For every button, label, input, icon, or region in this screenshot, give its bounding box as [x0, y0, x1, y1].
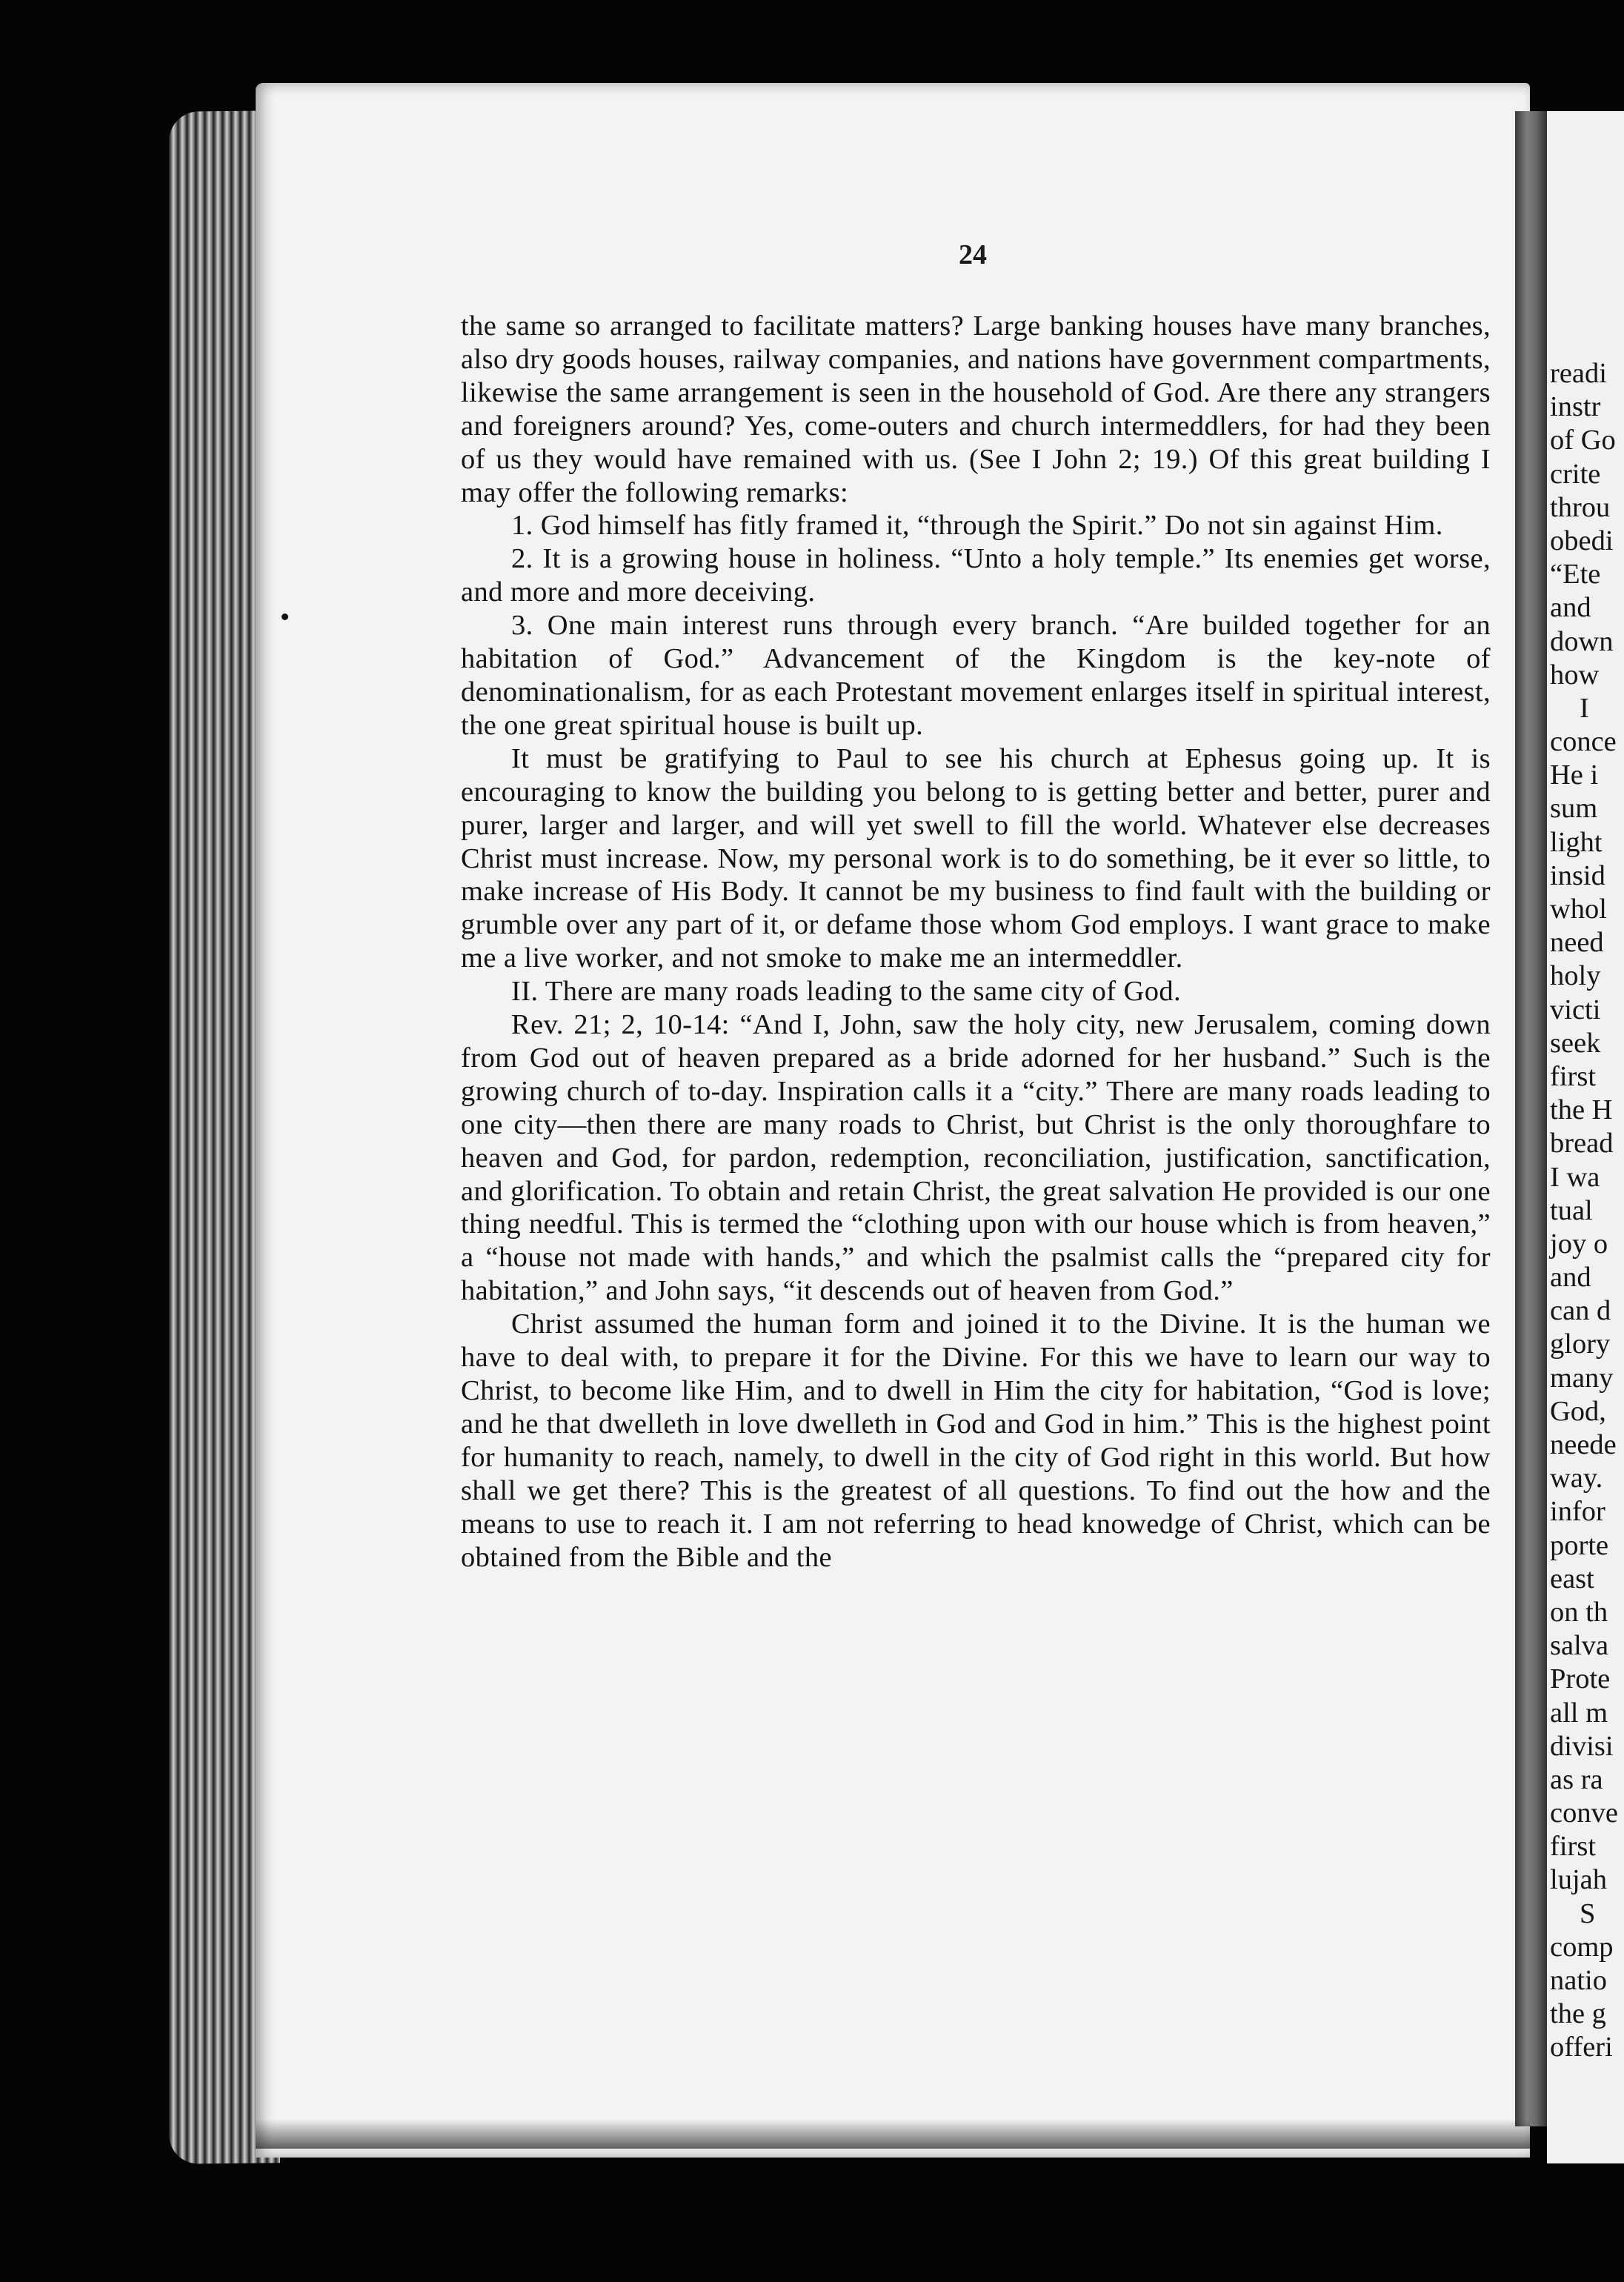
facing-line: instr [1550, 391, 1601, 423]
paragraph: the same so arranged to facilitate matters? Large banking houses have many branches, also dry goods houses, railway companies, and nations have government compartments, likewise the same arrangement is seen in the household of God. Are there any strangers and foreigners around? Yes, come-outers and church intermeddlers, for had they been of us they would have remained with us. (See I John 2; 19.) Of this great building I may offer the following remarks: [461, 310, 1491, 508]
facing-line: neede [1550, 1429, 1617, 1460]
facing-line: comp [1550, 1931, 1614, 1963]
facing-line: the H [1550, 1094, 1613, 1126]
facing-line: holy [1550, 960, 1601, 992]
facing-line: need [1550, 927, 1604, 959]
body-text [461, 310, 1491, 1574]
facing-line: whol [1550, 894, 1607, 925]
facing-line: lujah [1550, 1864, 1607, 1896]
facing-line: glory [1550, 1328, 1611, 1360]
ink-mark [282, 613, 288, 620]
page-number: 24 [959, 239, 987, 270]
facing-line: divisi [1550, 1730, 1614, 1762]
paragraph: It must be gratifying to Paul to see his church at Ephesus going up. It is encouraging to know the building you belong to is getting better and better, purer and purer, larger and larger, and will yet swell to fill the world. Whatever else decreases Christ must increase. Now, my personal work is to do something, be it ever so little, to make increase of His Body. It cannot be my business to find fault with the building or grumble over any part of it, or defame those whom God employs. I want grace to make me a live worker, and not smoke to make me an intermeddler. [461, 742, 1491, 974]
section-heading: II. There are many roads leading to the same city of God. [511, 976, 1182, 1008]
facing-line: throu [1550, 491, 1611, 523]
facing-line: insid [1550, 859, 1605, 891]
facing-line: joy o [1550, 1228, 1608, 1260]
facing-line: light [1550, 826, 1603, 858]
facing-line: seek [1550, 1027, 1601, 1059]
facing-line: as ra [1550, 1763, 1603, 1795]
paragraph: 1. God himself has fitly framed it, “through the Spirit.” Do not sin against Him. [511, 510, 1443, 542]
facing-line: down [1550, 625, 1614, 657]
facing-line: many [1550, 1362, 1614, 1394]
facing-line: and [1550, 592, 1591, 624]
facing-line: I [1580, 692, 1589, 724]
facing-line: way. [1550, 1463, 1603, 1494]
facing-line: victi [1550, 994, 1601, 1025]
facing-line: of Go [1550, 425, 1616, 456]
facing-line: crite [1550, 458, 1601, 490]
facing-line: offeri [1550, 2032, 1613, 2063]
book-gutter [1515, 111, 1548, 2126]
facing-line: the g [1550, 1998, 1606, 2030]
facing-line: all m [1550, 1697, 1608, 1729]
facing-line: tual [1550, 1194, 1593, 1226]
facing-line: salva [1550, 1630, 1609, 1662]
facing-page-text [1550, 357, 1618, 2065]
facing-line: infor [1550, 1496, 1605, 1528]
paragraph: Christ assumed the human form and joined it to the Divine. It is the human we have to deal with, to prepare it for the Divine. For this we have to learn our way to Christ, to become like Him, and to dwell in Him the city for habitation, “God is love; and he that dwelleth in love dwelleth in God and God in him.” This is the highest point for humanity to reach, namely, to dwell in the city of God right in this world. But how shall we get there? This is the greatest of all questions. To find out the how and the means to use to reach it. I am not referring to head knowedge of Christ, which can be obtained from the Bible and the [461, 1308, 1491, 1573]
facing-line: first [1550, 1060, 1597, 1092]
facing-line: how [1550, 659, 1600, 691]
page-bottom-shadow [256, 2119, 1530, 2149]
facing-line: Prote [1550, 1663, 1611, 1695]
facing-line: on th [1550, 1596, 1608, 1628]
facing-line: can d [1550, 1295, 1611, 1327]
paragraph: 3. One main interest runs through every branch. “Are builded together for an habitation of God.” Advancement of the Kingdom is the key-note of denominationalism, for as each Protestant movement enlarges itself in spiritual interest, the one great spiritual house is built up. [461, 610, 1491, 741]
facing-line: bread [1550, 1128, 1614, 1160]
facing-line: first [1550, 1831, 1597, 1863]
facing-line: conce [1550, 726, 1617, 758]
paragraph: Rev. 21; 2, 10-14: “And I, John, saw the holy city, new Jerusalem, coming down from God out of heaven prepared as a bride adorned for her husband.” Such is the growing church of to-day. Inspiration calls it a “city.” There are many roads leading to one city—then there are many roads to Christ, but Christ is the only thoroughfare to heaven and God, for pardon, redemption, reconciliation, justification, sanctification, and glorification. To obtain and retain Christ, the great salvation He provided is our one thing needful. This is termed the “clothing upon with our house which is from heaven,” a “house not made with hands,” and which the psalmist calls the “prepared city for habitation,” and John says, “it descends out of heaven from God.” [461, 1009, 1491, 1307]
facing-line: He i [1550, 759, 1599, 791]
facing-line: God, [1550, 1395, 1606, 1427]
facing-line: I wa [1550, 1161, 1600, 1193]
paragraph: 2. It is a growing house in holiness. “Unto a holy temple.” Its enemies get worse, and more and more deceiving. [461, 543, 1491, 608]
facing-line: readi [1550, 358, 1607, 389]
facing-line: “Ete [1550, 559, 1601, 591]
facing-line: porte [1550, 1529, 1609, 1561]
facing-line: sum [1550, 793, 1598, 825]
facing-line: conve [1550, 1797, 1618, 1829]
facing-line: east [1550, 1563, 1594, 1594]
facing-line: obedi [1550, 525, 1614, 556]
facing-line: and [1550, 1262, 1591, 1294]
facing-line: S [1580, 1897, 1596, 1929]
facing-line: natio [1550, 1965, 1607, 1996]
